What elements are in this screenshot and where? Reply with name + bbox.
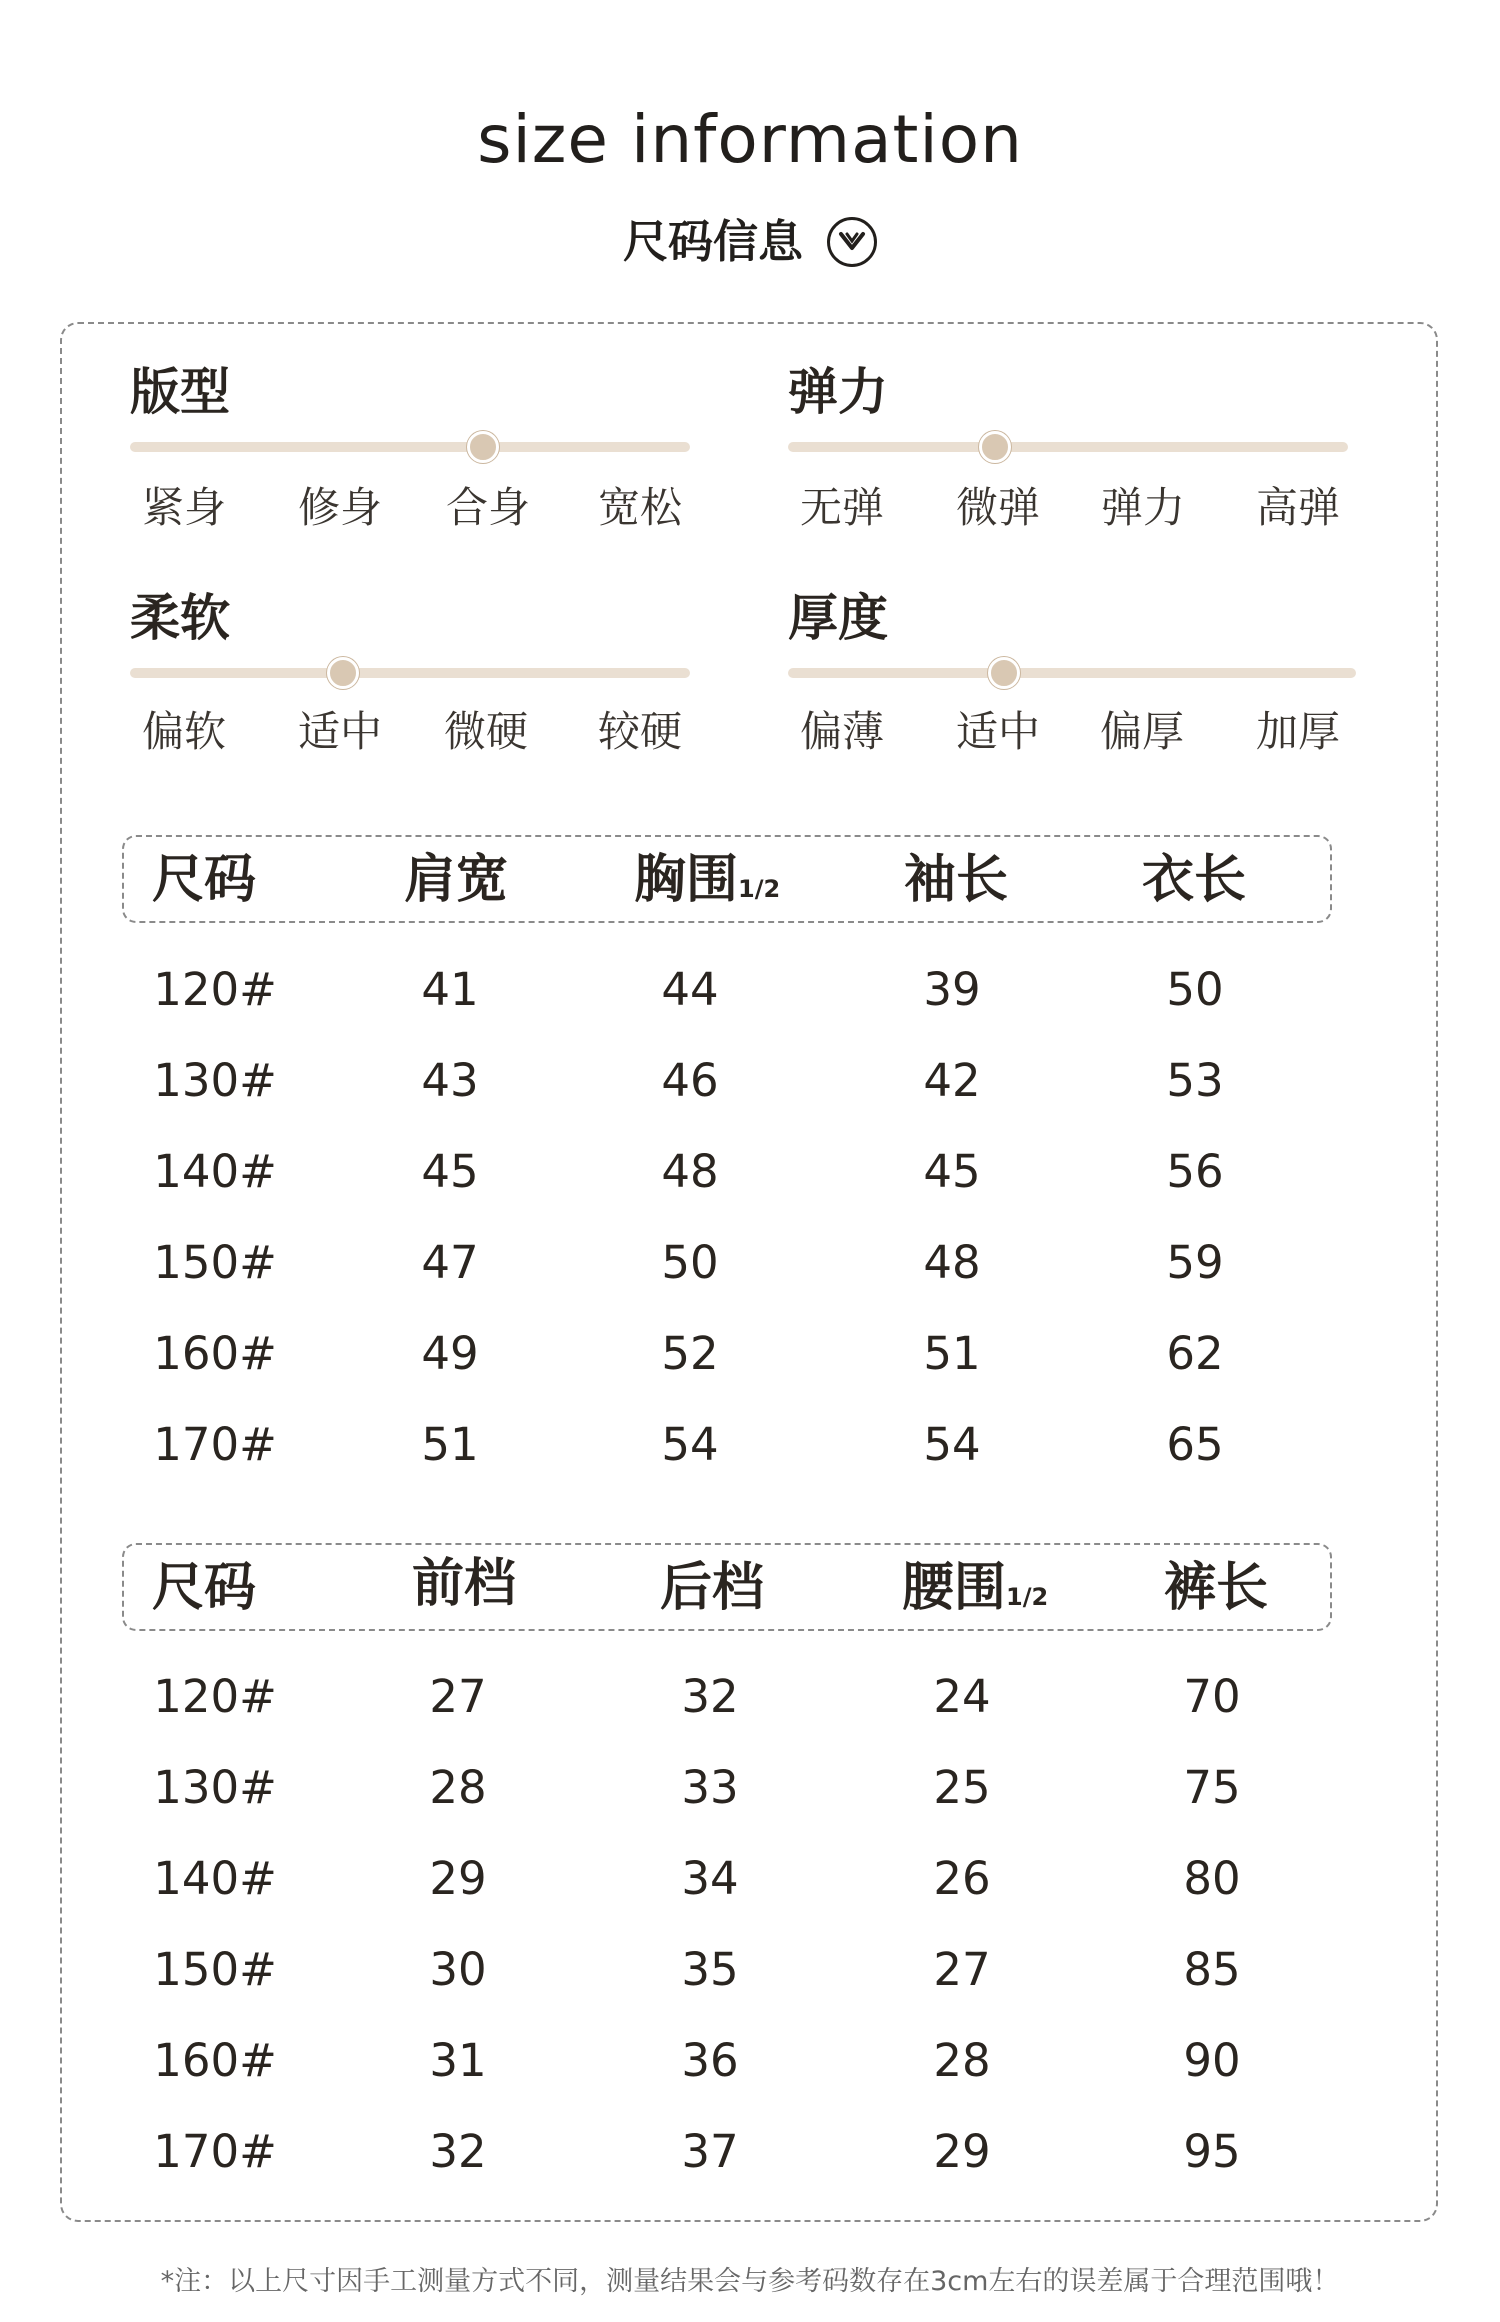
measurement-cell: 45	[923, 1145, 981, 1198]
column-header: 尺码	[152, 850, 257, 910]
measurement-cell: 54	[661, 1418, 719, 1471]
measurement-cell: 62	[1166, 1327, 1224, 1380]
option-label: 适中	[298, 707, 383, 756]
table-row	[0, 1935, 1500, 2005]
measurement-cell: 25	[933, 1761, 991, 1814]
column-header: 后档	[660, 1558, 765, 1618]
table-row	[0, 1228, 1500, 1298]
option-label: 偏厚	[1100, 707, 1185, 756]
attribute-label: 版型	[130, 363, 230, 421]
size-cell: 150#	[153, 1943, 277, 1996]
size-cell: 120#	[153, 1670, 277, 1723]
measurement-cell: 34	[681, 1852, 739, 1905]
measurement-cell: 30	[429, 1943, 487, 1996]
table-row	[0, 1662, 1500, 1732]
measurement-cell: 70	[1183, 1670, 1241, 1723]
measurement-cell: 35	[681, 1943, 739, 1996]
measurement-cell: 50	[661, 1236, 719, 1289]
chevron-down-circle-icon	[827, 217, 877, 267]
measurement-cell: 48	[923, 1236, 981, 1289]
attribute-indicator	[979, 431, 1011, 463]
size-cell: 160#	[153, 2034, 277, 2087]
attribute-track	[788, 442, 1348, 452]
attribute-options	[130, 706, 682, 758]
column-header-sub: 1/2	[738, 875, 781, 903]
measurement-cell: 33	[681, 1761, 739, 1814]
option-label: 加厚	[1256, 707, 1341, 756]
attribute-indicator	[327, 657, 359, 689]
measurement-cell: 56	[1166, 1145, 1224, 1198]
table-row	[0, 2026, 1500, 2096]
option-label: 高弹	[1256, 483, 1341, 532]
attribute-fit	[130, 362, 690, 542]
measurement-cell: 28	[429, 1761, 487, 1814]
option-label: 偏薄	[800, 707, 885, 756]
measurement-cell: 29	[933, 2125, 991, 2178]
option-label: 无弹	[800, 483, 885, 532]
table-row	[0, 1753, 1500, 1823]
option-label: 弹力	[1101, 483, 1186, 532]
subtitle-text: 尺码信息	[622, 215, 803, 268]
table-row	[0, 1410, 1500, 1480]
measurement-cell: 41	[421, 963, 479, 1016]
measurement-cell: 85	[1183, 1943, 1241, 1996]
attribute-track	[788, 668, 1356, 678]
measurement-cell: 24	[933, 1670, 991, 1723]
option-label: 偏软	[142, 707, 227, 756]
size-cell: 130#	[153, 1054, 277, 1107]
size-cell: 170#	[153, 1418, 277, 1471]
measurement-cell: 27	[429, 1670, 487, 1723]
measurement-cell: 32	[681, 1670, 739, 1723]
measurement-cell: 26	[933, 1852, 991, 1905]
column-header-sub: 1/2	[1006, 1583, 1049, 1611]
table-row	[0, 955, 1500, 1025]
attribute-options	[130, 482, 682, 534]
option-label: 紧身	[142, 483, 227, 532]
column-header: 胸围1/2	[634, 850, 781, 910]
column-header: 前档	[412, 1554, 517, 1614]
table-row	[0, 1137, 1500, 1207]
measurement-cell: 95	[1183, 2125, 1241, 2178]
measurement-cell: 59	[1166, 1236, 1224, 1289]
measurement-cell: 44	[661, 963, 719, 1016]
attribute-indicator	[988, 657, 1020, 689]
size-cell: 160#	[153, 1327, 277, 1380]
measurement-cell: 80	[1183, 1852, 1241, 1905]
column-header: 袖长	[904, 850, 1009, 910]
attribute-options	[788, 706, 1340, 758]
table-row	[0, 1844, 1500, 1914]
attribute-label: 弹力	[788, 363, 888, 421]
measurement-cell: 54	[923, 1418, 981, 1471]
measurement-cell: 46	[661, 1054, 719, 1107]
measurement-cell: 75	[1183, 1761, 1241, 1814]
column-header: 腰围1/2	[902, 1558, 1049, 1618]
measurement-cell: 39	[923, 963, 981, 1016]
size-cell: 120#	[153, 963, 277, 1016]
measurement-cell: 43	[421, 1054, 479, 1107]
option-label: 适中	[956, 707, 1041, 756]
attribute-thickness	[788, 588, 1356, 768]
measurement-cell: 32	[429, 2125, 487, 2178]
attribute-label: 厚度	[788, 589, 888, 647]
option-label: 微硬	[444, 707, 529, 756]
measurement-cell: 29	[429, 1852, 487, 1905]
table-row	[0, 1319, 1500, 1389]
column-header: 肩宽	[404, 850, 509, 910]
size-cell: 170#	[153, 2125, 277, 2178]
attribute-track	[130, 442, 690, 452]
measurement-cell: 27	[933, 1943, 991, 1996]
attribute-label: 柔软	[130, 589, 230, 647]
column-header: 裤长	[1164, 1558, 1269, 1618]
table-row	[0, 1046, 1500, 1116]
measurement-cell: 52	[661, 1327, 719, 1380]
attribute-softness	[130, 588, 690, 768]
size-cell: 130#	[153, 1761, 277, 1814]
option-label: 修身	[298, 483, 383, 532]
option-label: 微弹	[956, 483, 1041, 532]
measurement-cell: 48	[661, 1145, 719, 1198]
measurement-cell: 51	[421, 1418, 479, 1471]
measurement-cell: 42	[923, 1054, 981, 1107]
size-cell: 140#	[153, 1852, 277, 1905]
table-row	[0, 2117, 1500, 2187]
measurement-cell: 31	[429, 2034, 487, 2087]
measurement-cell: 47	[421, 1236, 479, 1289]
column-header: 尺码	[152, 1558, 257, 1618]
measurement-cell: 65	[1166, 1418, 1224, 1471]
measurement-cell: 50	[1166, 963, 1224, 1016]
measurement-cell: 36	[681, 2034, 739, 2087]
attribute-options	[788, 482, 1340, 534]
size-cell: 140#	[153, 1145, 277, 1198]
column-header: 衣长	[1142, 850, 1247, 910]
page-title: size information	[477, 101, 1023, 178]
measurement-cell: 28	[933, 2034, 991, 2087]
measurement-cell: 37	[681, 2125, 739, 2178]
table-header-bottom	[122, 1543, 1332, 1631]
attribute-track	[130, 668, 690, 678]
option-label: 较硬	[598, 707, 683, 756]
option-label: 合身	[446, 483, 531, 532]
attribute-elasticity	[788, 362, 1348, 542]
table-header-top	[122, 835, 1332, 923]
attribute-indicator	[467, 431, 499, 463]
measurement-cell: 51	[923, 1327, 981, 1380]
measurement-cell: 53	[1166, 1054, 1224, 1107]
measurement-cell: 49	[421, 1327, 479, 1380]
section-subtitle	[0, 212, 1500, 272]
footnote: *注：以上尺寸因手工测量方式不同，测量结果会与参考码数存在3cm左右的误差属于合理范围哦！	[160, 2266, 1340, 2297]
measurement-cell: 90	[1183, 2034, 1241, 2087]
measurement-cell: 45	[421, 1145, 479, 1198]
option-label: 宽松	[598, 483, 683, 532]
size-cell: 150#	[153, 1236, 277, 1289]
